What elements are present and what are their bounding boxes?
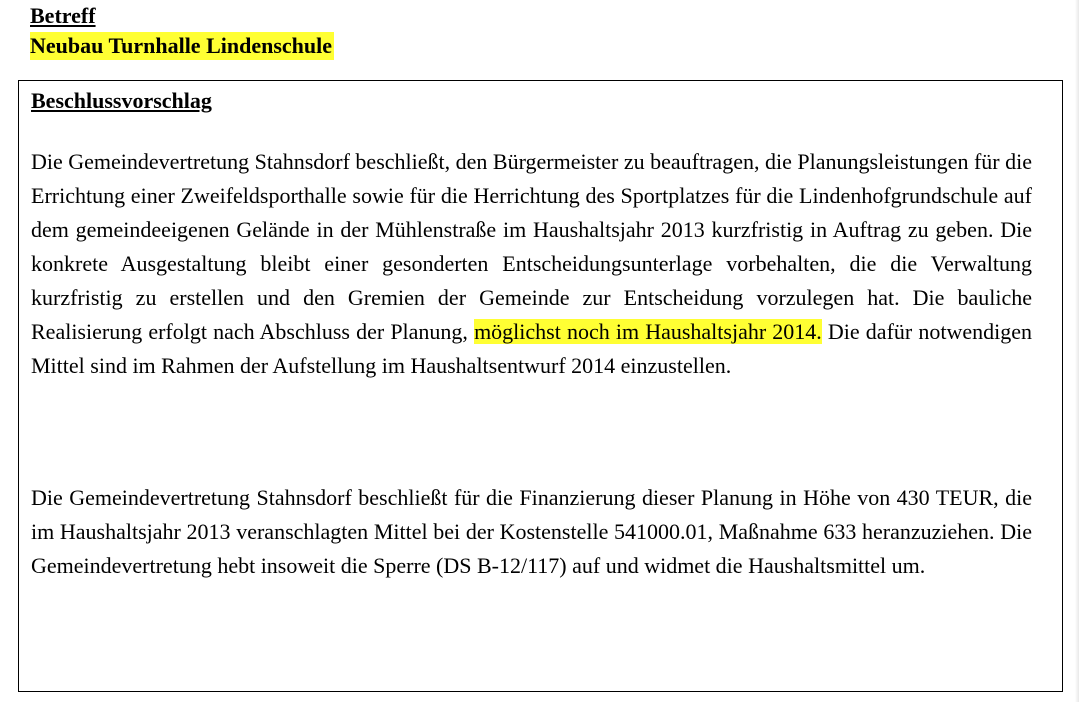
paragraph-1-highlight: möglichst noch im Haushaltsjahr 2014. bbox=[474, 319, 822, 344]
proposal-heading: Beschlussvorschlag bbox=[31, 88, 212, 113]
proposal-box bbox=[18, 80, 1063, 692]
page-edge-shadow bbox=[1075, 0, 1079, 702]
subject-title: Neubau Turnhalle Lindenschule bbox=[30, 33, 333, 58]
subject-header bbox=[30, 2, 1030, 60]
proposal-paragraph-2: Die Gemeindevertretung Stahnsdorf beschließt für die Finanzierung dieser Planung in Höhe von 430 TEUR, die im Haushaltsjahr 2013 veranschlagten Mittel bei der Kostenstelle 541000.01, Maßnahme 633 heranzuziehen. Die Gemeindevertretung hebt insoweit die Sperre (DS B-12/117) auf und widmet die Haushaltsmittel um. bbox=[31, 485, 1032, 578]
paragraph-1-text-end: Die dafür notwendigen Mittel sind im Rahmen der Aufstellung im Haushaltsentwurf 2014 einzustellen. bbox=[31, 319, 1032, 378]
subject-label: Betreff bbox=[30, 3, 96, 28]
proposal-paragraph-1 bbox=[31, 145, 1032, 383]
paragraph-1-text: Die Gemeindevertretung Stahnsdorf beschließt, den Bürgermeister zu beauftragen, die Planungsleistungen für die Errichtung einer Zweifeldsporthalle sowie für die Herrichtung des Sportplatzes für die Lindenhofgrundschule auf dem gemeindeeigenen Gelände in der Mühlenstraße im Haushaltsjahr 2013 kurzfristig in Auftrag zu geben. Die konkrete Ausgestaltung bleibt einer gesonderten Entscheidungsunterlage vorbehalten, die die Verwaltung kurzfristig zu erstellen und den Gremien der Gemeinde zur Entscheidung vorzulegen hat. Die bauliche Realisierung erfolgt nach Abschluss der Planung, bbox=[31, 149, 1032, 344]
